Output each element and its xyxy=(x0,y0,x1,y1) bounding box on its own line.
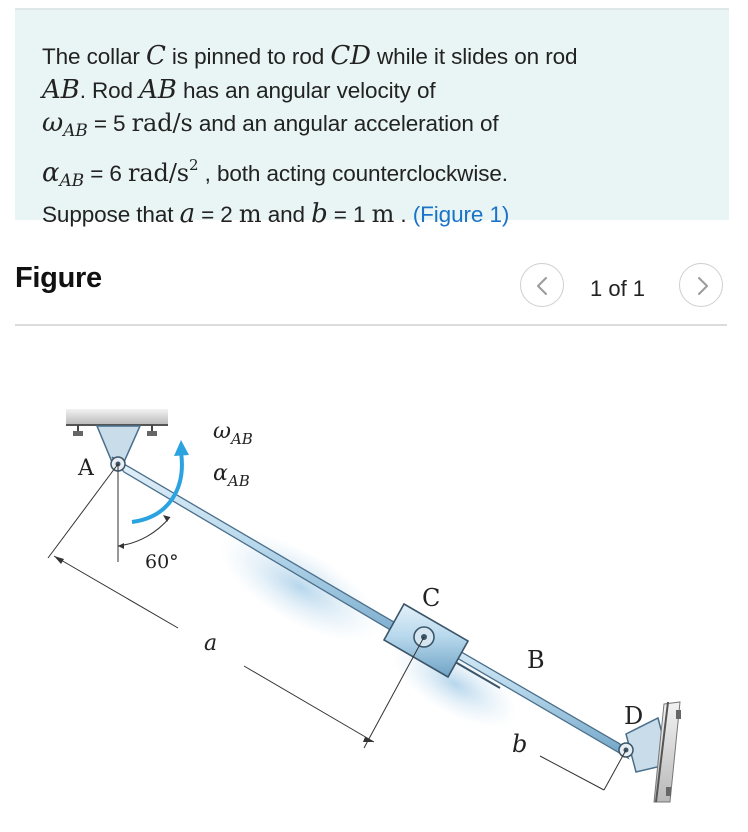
label-d-point: D xyxy=(624,702,644,730)
b-unit: m xyxy=(371,200,395,228)
label-dimension-a: a xyxy=(204,631,218,656)
chevron-right-icon xyxy=(680,264,724,308)
math-omega-subscript: AB xyxy=(63,121,88,141)
text-fragment: while it slides on rod xyxy=(370,44,578,69)
next-figure-button[interactable] xyxy=(679,263,723,307)
previous-figure-button[interactable] xyxy=(520,263,564,307)
label-a-point: A xyxy=(78,456,94,481)
ceiling-support-a xyxy=(66,409,168,462)
figure-link[interactable]: (Figure 1) xyxy=(412,202,510,227)
text-fragment: is pinned to rod xyxy=(165,44,331,69)
chevron-left-icon xyxy=(521,264,565,308)
label-angle: 60° xyxy=(145,551,179,573)
alpha-value: = 6 xyxy=(84,160,128,186)
math-alpha: α xyxy=(42,157,60,188)
text-fragment: and xyxy=(261,202,312,227)
math-var-b: b xyxy=(311,199,328,229)
problem-statement-box xyxy=(15,8,729,229)
text-fragment: . xyxy=(394,202,413,227)
alpha-unit-exponent: 2 xyxy=(189,155,199,174)
problem-text xyxy=(42,40,712,232)
text-fragment: and an angular acceleration of xyxy=(192,111,499,136)
figure-header xyxy=(15,250,727,326)
text-fragment: Suppose that xyxy=(42,202,180,227)
mechanism-diagram xyxy=(0,332,748,832)
omega-value: = 5 xyxy=(87,111,132,136)
text-fragment: . Rod xyxy=(79,77,140,103)
label-b-point: B xyxy=(527,646,545,674)
text-fragment: , both acting counterclockwise. xyxy=(198,160,508,186)
dimension-b xyxy=(540,750,626,790)
math-var-ab: AB xyxy=(42,74,80,105)
b-value: = 1 xyxy=(327,202,372,227)
a-value: = 2 xyxy=(194,202,239,227)
figure-pager: 1 of 1 xyxy=(590,276,646,301)
math-var-a: a xyxy=(179,199,195,229)
a-unit: m xyxy=(238,200,262,228)
math-var-ab: AB xyxy=(139,74,177,105)
text-fragment: The collar xyxy=(42,44,146,69)
label-c-point: C xyxy=(422,584,441,612)
angle-arrowhead xyxy=(118,543,124,549)
math-alpha-subscript: AB xyxy=(59,170,85,191)
math-var-cd: CD xyxy=(330,41,371,71)
alpha-unit: rad/s xyxy=(127,158,190,187)
math-omega: ω xyxy=(42,108,64,138)
label-omega: $\omega_{AB}$ xyxy=(213,419,253,448)
label-dimension-b: b xyxy=(512,730,528,758)
omega-unit: rad/s xyxy=(131,109,193,137)
label-alpha: $\alpha_{AB}$ xyxy=(213,461,250,490)
math-var-c: C xyxy=(145,41,166,71)
text-fragment: has an angular velocity of xyxy=(176,77,436,103)
figure-title: Figure xyxy=(15,262,102,294)
angle-arrowhead xyxy=(163,515,170,522)
